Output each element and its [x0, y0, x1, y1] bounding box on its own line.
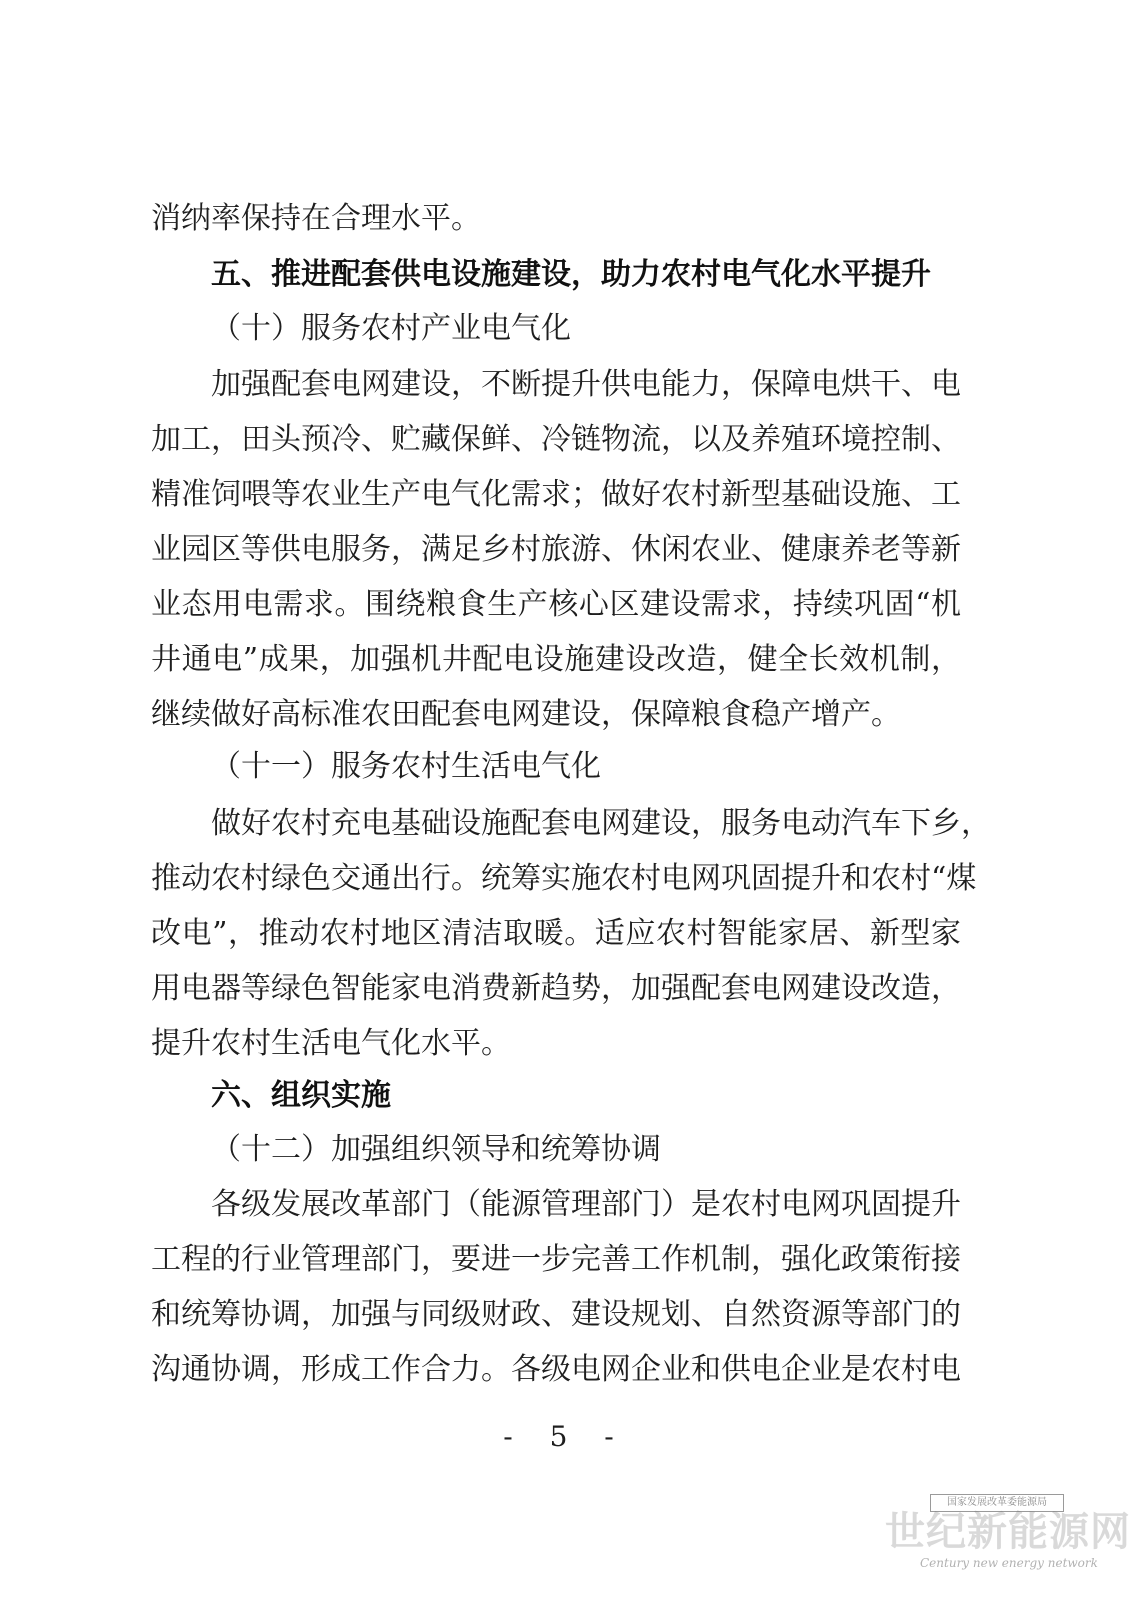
paragraph-line: 井通电”成果，加强机井配电设施建设改造，健全长效机制，: [151, 642, 961, 677]
subsection-heading-12: （十二）加强组织领导和统筹协调: [211, 1132, 661, 1167]
watermark-logo: 世纪新能源网: [885, 1508, 1131, 1555]
subsection-heading-10: （十）服务农村产业电气化: [211, 311, 571, 346]
paragraph-line: 做好农村充电基础设施配套电网建设，服务电动汽车下乡，: [211, 806, 991, 841]
paragraph-line: 加工，田头预冷、贮藏保鲜、冷链物流，以及养殖环境控制、: [151, 422, 961, 457]
paragraph-line: 沟通协调，形成工作合力。各级电网企业和供电企业是农村电: [151, 1352, 961, 1387]
paragraph-line: 工程的行业管理部门，要进一步完善工作机制，强化政策衔接: [151, 1242, 961, 1277]
page-number: - 5 -: [503, 1420, 628, 1453]
paragraph-line: 加强配套电网建设，不断提升供电能力，保障电烘干、电: [211, 367, 961, 402]
watermark-english: Century new energy network: [920, 1556, 1098, 1570]
subsection-heading-11: （十一）服务农村生活电气化: [211, 749, 601, 784]
paragraph-line: 改电”，推动农村地区清洁取暖。适应农村智能家居、新型家: [151, 916, 961, 951]
section-heading-5: 五、推进配套供电设施建设，助力农村电气化水平提升: [211, 257, 931, 292]
paragraph-line: 消纳率保持在合理水平。: [151, 201, 481, 236]
paragraph-line: 业园区等供电服务，满足乡村旅游、休闲农业、健康养老等新: [151, 532, 961, 567]
paragraph-line: 业态用电需求。围绕粮食生产核心区建设需求，持续巩固“机: [151, 587, 961, 622]
watermark-caption: 国家发展改革委能源局: [930, 1494, 1064, 1512]
paragraph-line: 继续做好高标准农田配套电网建设，保障粮食稳产增产。: [151, 697, 901, 732]
paragraph-line: 推动农村绿色交通出行。统筹实施农村电网巩固提升和农村“煤: [151, 861, 977, 896]
paragraph-line: 和统筹协调，加强与同级财政、建设规划、自然资源等部门的: [151, 1297, 961, 1332]
paragraph-line: 精准饲喂等农业生产电气化需求；做好农村新型基础设施、工: [151, 477, 961, 512]
paragraph-line: 各级发展改革部门（能源管理部门）是农村电网巩固提升: [211, 1187, 961, 1222]
section-heading-6: 六、组织实施: [211, 1078, 391, 1113]
paragraph-line: 提升农村生活电气化水平。: [151, 1026, 511, 1061]
paragraph-line: 用电器等绿色智能家电消费新趋势，加强配套电网建设改造，: [151, 971, 961, 1006]
